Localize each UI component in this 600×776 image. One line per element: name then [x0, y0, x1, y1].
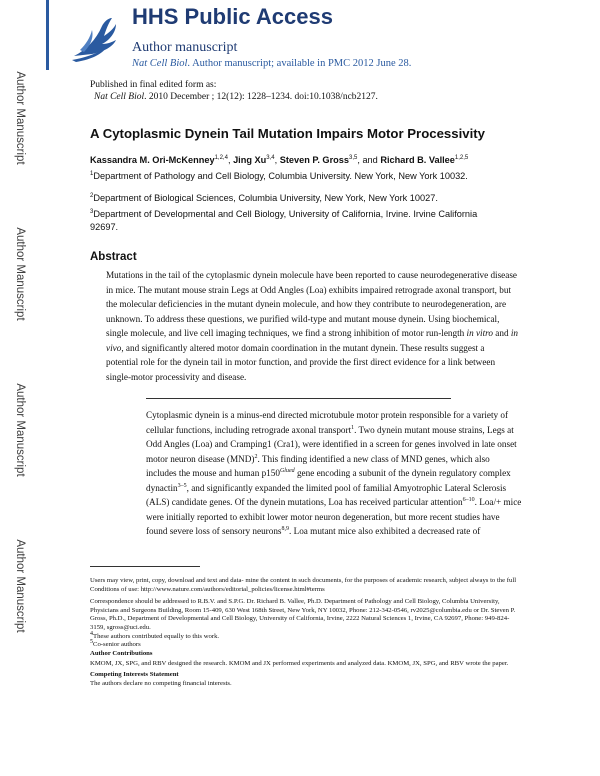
- section-rule: [146, 398, 451, 399]
- published-label: Published in final edited form as:: [90, 80, 217, 90]
- hhs-subtitle: Author manuscript: [132, 40, 238, 55]
- affiliation-number: 2: [90, 192, 94, 199]
- abstract-part: Mutations in the tail of the cytoplasmic dynein molecule have been reported to cause neurodegenerative disease in mice. The mutant mouse strain Legs at Odd Angles (Loa) exhibits impaired retrograde axonal transport, but the molecular deficiencies in the mutant dynein molecule, and how they contribute to neurodegeneration, are unknown. To address these questions, we purified wild-type and mutant mouse dynein. Using biochemical, single molecule, and live cell imaging techniques, we find a strong inhibition of motor run-length: [106, 270, 517, 338]
- abstract-italic: in vitro: [466, 328, 493, 338]
- citation-ref: 3–5: [177, 482, 187, 489]
- author-name: Steven P. Gross: [279, 155, 349, 165]
- citation-ref: 1: [351, 424, 355, 431]
- footnote-equal-contribution: [90, 630, 520, 642]
- body-paragraph: [146, 408, 522, 539]
- body-text: , and significantly expanded the limited pool of familial Amyotrophic Lateral Sclerosis (ALS) candidate genes. Of the dynein mutations, Loa has received particular attention: [146, 482, 507, 507]
- affiliation: [90, 208, 500, 234]
- footnotes: [90, 577, 520, 688]
- abstract-part: and: [493, 328, 511, 338]
- availability-text: . Author manuscript; available in PMC 2012 June 28.: [187, 58, 412, 69]
- body-text: . Two dynein mutant mouse strains, Legs at Odd Angles (Loa) and Cramping1 (Cra1), were identified in a screen for genes involved in late onset motor neuron disease (MND): [146, 424, 517, 464]
- contributions-text: KMOM, JX, SPG, and RBV designed the research. KMOM and JX performed experiments and analyzed data. KMOM, JX, SPG, and RBV wrote the paper.: [90, 660, 509, 668]
- citation-ref: 6–10: [462, 496, 475, 503]
- affiliation-text: Department of Pathology and Cell Biology, Columbia University. New York, New York 10032.: [93, 171, 468, 181]
- body-text: . Loa/+ mice were initially reported to exhibit lower motor neuron degeneration, but more recent studies have found severe loss of sensory neurons: [146, 497, 522, 536]
- gene-superscript: Glued: [279, 467, 295, 474]
- terms-of-use: Users may view, print, copy, download and text and data- mine the content in such documents, for the purposes of academic research, subject always to the full Conditions of use: http://www.nature.com/authors/editorial_policies/license.html#terms: [90, 577, 517, 593]
- citation-journal: Nat Cell Biol: [94, 92, 145, 102]
- citation-ref: 8,9: [281, 525, 289, 532]
- header-divider: [46, 0, 49, 70]
- footnote-text: Co-senior authors: [93, 641, 141, 649]
- heading-text: Competing Interests Statement: [90, 670, 179, 678]
- body-text: Cytoplasmic dynein is a minus-end directed microtubule motor protein responsible for a variety of cellular functions, including retrograde axonal transport: [146, 410, 509, 435]
- side-label-author-manuscript: Author Manuscript: [14, 383, 26, 477]
- author-sep: ,: [227, 155, 234, 165]
- article-title: A Cytoplasmic Dynein Tail Mutation Impairs Motor Processivity: [90, 126, 485, 141]
- citation-text: . 2010 December ; 12(12): 1228–1234. doi:10.1038/ncb2127.: [144, 92, 378, 102]
- author-affil: 3,5: [349, 154, 358, 161]
- citation-ref: 2: [254, 453, 258, 460]
- abstract-italic: in vivo: [106, 328, 519, 353]
- correspondence: Correspondence should be addressed to R.B.V. and S.P.G. Dr. Richard B. Vallee, Ph.D. Department of Pathology and Cell Biology, Columbia University, Physicians and Surgeons Building, Room 15-409, 630 West 168th Street, New York, NY 10032, Phone: 212-342-0546, rv2025@columbia.edu or Dr. Steven P. Gross, Ph.D., Department of Developmental and Cell Biology, University of California, Irvine, 2222 Natural Sciences 1, Irvine, CA 92697, Phone: 949-824-3159, sgross@uci.edu.: [90, 598, 516, 631]
- footnote-rule: [90, 566, 200, 567]
- hhs-logo: [66, 10, 122, 66]
- author-affil: 3,4: [266, 154, 275, 161]
- citation-line: [94, 92, 378, 102]
- footnote-number: 5: [90, 638, 93, 645]
- affiliation-text: Department of Developmental and Cell Biology, University of California, Irvine. Irvine California 92697.: [90, 209, 478, 232]
- abstract-text: [106, 268, 518, 384]
- author-affil: 1,2,4: [214, 154, 228, 161]
- affiliation: [90, 192, 500, 205]
- affiliation-number: 1: [90, 170, 94, 177]
- author-name: Kassandra M. Ori-McKenney: [90, 155, 215, 165]
- footnote-number: 4: [90, 630, 93, 637]
- body-text: . Loa mutant mice also exhibited a decreased rate of: [289, 526, 481, 536]
- author-list: [90, 155, 468, 165]
- author-name: Richard B. Vallee: [380, 155, 455, 165]
- competing-text: The authors declare no competing financial interests.: [90, 679, 232, 687]
- footnote-text: These authors contributed equally to this work.: [93, 632, 220, 640]
- author-affil: 1,2,5: [454, 154, 469, 161]
- hhs-title: HHS Public Access: [132, 4, 333, 29]
- side-label-author-manuscript: Author Manuscript: [14, 71, 26, 165]
- side-label-author-manuscript: Author Manuscript: [14, 539, 26, 633]
- availability-line: [132, 58, 411, 69]
- hhs-eagle-icon: [66, 10, 122, 66]
- affiliation-number: 3: [90, 208, 94, 215]
- author-sep: ,: [274, 155, 280, 165]
- author-sep: , and: [357, 155, 381, 165]
- body-text: gene encoding a subunit of the dynein regulatory complex dynactin: [146, 468, 511, 493]
- footnote-co-senior: [90, 638, 520, 650]
- abstract-heading: Abstract: [90, 251, 137, 263]
- contributions-heading: [90, 650, 520, 659]
- journal-name: Nat Cell Biol: [132, 58, 188, 69]
- heading-text: Author Contributions: [90, 649, 153, 657]
- competing-heading: [90, 671, 520, 680]
- author-name: Jing Xu: [233, 155, 267, 165]
- abstract-part: , and significantly altered motor domain coordination in the mutant dynein. These results suggest a potential role for the dynein tail in motor function, and provide the first direct evidence for a link between single-motor processivity and disease.: [106, 342, 496, 382]
- affiliation: [90, 170, 500, 183]
- body-text: . This finding identified a new class of MND genes, which also includes the mouse and human p150: [146, 453, 490, 478]
- side-label-author-manuscript: Author Manuscript: [14, 227, 26, 321]
- affiliation-text: Department of Biological Sciences, Columbia University, New York, New York 10027.: [93, 193, 438, 203]
